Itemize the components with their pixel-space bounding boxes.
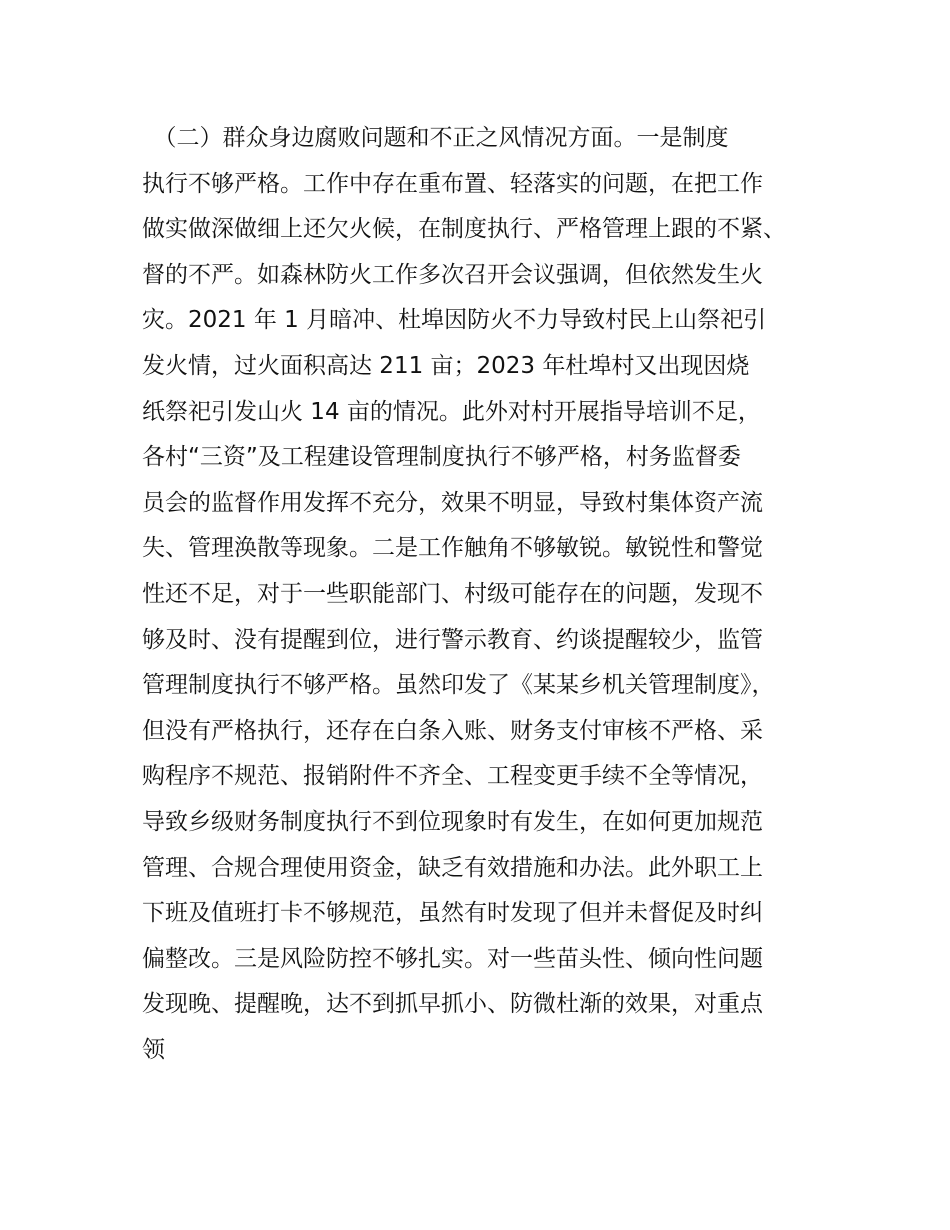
text-line: 失、管理涣散等现象。二是工作触角不够敏锐。敏锐性和警觉 — [142, 535, 763, 562]
text-line: 员会的监督作用发挥不充分，效果不明显，导致村集体资产流 — [142, 489, 763, 516]
text-line: 购程序不规范、报销附件不齐全、工程变更手续不全等情况， — [142, 763, 763, 790]
text-line: 发火情，过火面积高达 211 亩；2023 年杜埠村又出现因烧 — [142, 352, 750, 379]
text-line: 性还不足，对于一些职能部门、村级可能存在的问题，发现不 — [142, 580, 763, 607]
body-paragraph — [142, 116, 842, 1073]
text-line: 做实做深做细上还欠火候，在制度执行、严格管理上跟的不紧、 — [142, 216, 786, 243]
text-line: 灾。2021 年 1 月暗冲、杜埠因防火不力导致村民上山祭祀引 — [142, 307, 767, 334]
text-line: 纸祭祀引发山火 14 亩的情况。此外对村开展指导培训不足， — [142, 398, 761, 425]
text-line: 导致乡级财务制度执行不到位现象时有发生，在如何更加规范 — [142, 808, 763, 835]
text-line: 领 — [142, 1036, 165, 1063]
text-line: 但没有严格执行，还存在白条入账、财务支付审核不严格、采 — [142, 717, 763, 744]
text-line: 管理、合规合理使用资金，缺乏有效措施和办法。此外职工上 — [142, 854, 763, 881]
text-line: 管理制度执行不够严格。虽然印发了《某某乡机关管理制度》， — [142, 672, 775, 699]
text-line: 偏整改。三是风险防控不够扎实。对一些苗头性、倾向性问题 — [142, 945, 763, 972]
text-line: 各村“三资”及工程建设管理制度执行不够严格，村务监督委 — [142, 444, 741, 471]
text-line: 督的不严。如森林防火工作多次召开会议强调，但依然发生火 — [142, 261, 763, 288]
text-line: 够及时、没有提醒到位，进行警示教育、约谈提醒较少，监管 — [142, 626, 763, 653]
text-line: 执行不够严格。工作中存在重布置、轻落实的问题，在把工作 — [142, 170, 763, 197]
text-line: 下班及值班打卡不够规范，虽然有时发现了但并未督促及时纠 — [142, 900, 763, 927]
text-line: 发现晚、提醒晚，达不到抓早抓小、防微杜渐的效果，对重点 — [142, 991, 763, 1018]
text-line: （二）群众身边腐败问题和不正之风情况方面。一是制度 — [142, 125, 729, 151]
